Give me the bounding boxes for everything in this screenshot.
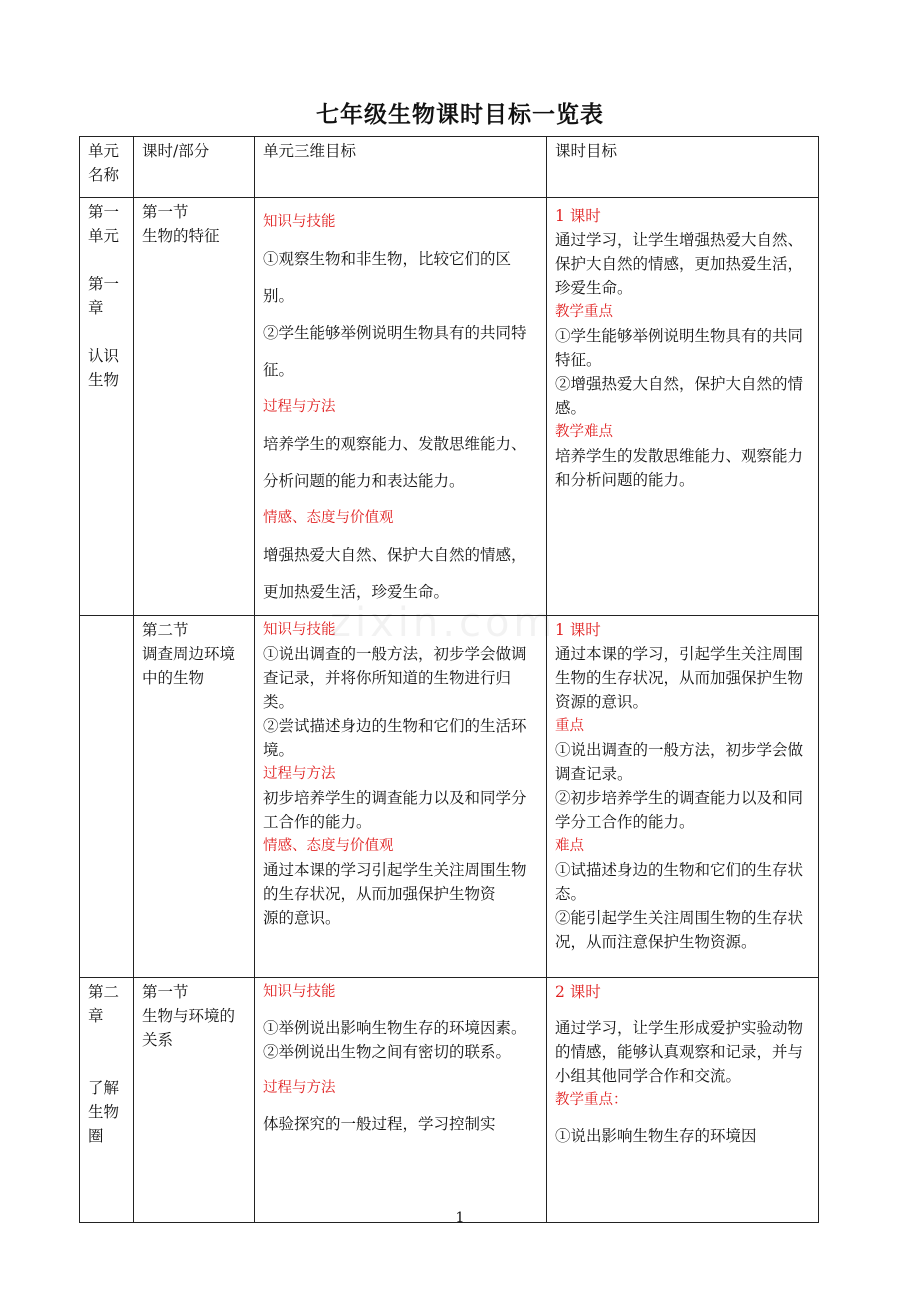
section-cell (134, 616, 255, 978)
table-row (80, 616, 819, 978)
goal-heading: 过程与方法 (263, 1080, 336, 1096)
goal-heading: 教学重点 (555, 304, 613, 320)
goal-text: ②学生能够举例说明生物具有的共同特征。 (263, 324, 527, 379)
unit-goals-cell (255, 198, 547, 616)
goal-text: 通过学习，让学生增强热爱大自然、保护大自然的情感，更加热爱生活，珍爱生命。 (555, 231, 804, 297)
unit-label-line: 生物 (88, 371, 120, 389)
unit-label-line (88, 1052, 126, 1076)
goal-heading: 过程与方法 (263, 399, 336, 415)
header-unit-goals: 单元三维目标 (255, 137, 547, 198)
table-header-row (80, 137, 819, 198)
unit-label-line (88, 248, 126, 272)
goal-heading: 知识与技能 (263, 622, 336, 638)
unit-label-line: 圈 (88, 1127, 104, 1145)
section-number: 第一节 (142, 983, 189, 1001)
goal-text: ②能引起学生关注周围生物的生存状况，从而注意保护生物资源。 (555, 909, 804, 951)
goal-text: ①说出调查的一般方法，初步学会做调查记录，并将你所知道的生物进行归类。 (263, 645, 527, 711)
goal-text: ①学生能够举例说明生物具有的共同特征。 (555, 327, 804, 369)
section-title: 生物的特征 (142, 227, 220, 245)
unit-label-line: 章 (88, 1007, 104, 1025)
goal-text: 初步培养学生的调查能力以及和同学分工合作的能力。 (263, 789, 527, 831)
goal-text: 体验探究的一般过程，学习控制实 (263, 1115, 496, 1133)
section-number: 第一节 (142, 203, 189, 221)
goal-heading: 情感、态度与价值观 (263, 838, 394, 854)
goal-heading: 过程与方法 (263, 766, 336, 782)
goal-text: 培养学生的观察能力、发散思维能力、分析问题的能力和表达能力。 (263, 435, 527, 490)
lesson-goals-cell (547, 616, 819, 978)
goal-text: ②举例说出生物之间有密切的联系。 (263, 1043, 512, 1061)
goal-text: 通过本课的学习引起学生关注周围生物的生存状况，从而加强保护生物资 (263, 861, 527, 903)
lesson-goals-cell (547, 198, 819, 616)
goal-heading: 知识与技能 (263, 214, 336, 230)
unit-label-line: 认识 (88, 347, 120, 365)
header-unit-name: 单元 名称 (80, 137, 134, 198)
goal-text: ①试描述身边的生物和它们的生存状态。 (555, 861, 804, 903)
table-row (80, 978, 819, 1223)
goal-text: ①举例说出影响生物生存的环境因素。 (263, 1019, 527, 1037)
lesson-count-label: 1 课时 (555, 207, 601, 225)
goal-text: ②初步培养学生的调查能力以及和同学分工合作的能力。 (555, 789, 804, 831)
header-lesson-goals: 课时目标 (547, 137, 819, 198)
header-lesson-part: 课时/部分 (134, 137, 255, 198)
goal-heading: 难点 (555, 838, 584, 854)
goal-text: ①说出影响生物生存的环境因 (555, 1127, 757, 1145)
unit-label-line: 单元 (88, 227, 120, 245)
spacer (555, 1112, 811, 1124)
spacer (555, 1004, 811, 1016)
goal-heading: 教学难点 (555, 424, 613, 440)
unit-goals-cell (255, 978, 547, 1223)
section-cell (134, 978, 255, 1223)
goals-table (79, 136, 819, 1223)
spacer (263, 1064, 539, 1076)
spacer (263, 1004, 539, 1016)
unit-label-line: 章 (88, 299, 104, 317)
section-number: 第二节 (142, 621, 189, 639)
unit-cell (80, 616, 134, 978)
goal-text: 源的意识。 (263, 909, 341, 927)
unit-cell (80, 978, 134, 1223)
unit-label-line: 生物 (88, 1103, 120, 1121)
unit-label-line (88, 1028, 126, 1052)
section-title: 生物与环境的关系 (142, 1007, 236, 1049)
goal-text: ②尝试描述身边的生物和它们的生活环境。 (263, 717, 527, 759)
goal-text: ①观察生物和非生物，比较它们的区别。 (263, 250, 512, 305)
page-title: 七年级生物课时目标一览表 (316, 101, 604, 128)
goal-text: 通过本课的学习，引起学生关注周围生物的生存状况，从而加强保护生物资源的意识。 (555, 645, 804, 711)
goal-text: 通过学习，让学生形成爱护实验动物的情感，能够认真观察和记录，并与小组其他同学合作和交流。 (555, 1019, 804, 1085)
unit-label-line: 第一 (88, 203, 120, 221)
unit-goals-cell (255, 616, 547, 978)
unit-label-line: 了解 (88, 1079, 120, 1097)
goal-text: ②增强热爱大自然，保护大自然的情感。 (555, 375, 804, 417)
section-title: 调查周边环境中的生物 (142, 645, 236, 687)
goal-text: ①说出调查的一般方法，初步学会做调查记录。 (555, 741, 804, 783)
lesson-count-label: 2 课时 (555, 983, 601, 1001)
unit-label-line: 第二 (88, 983, 120, 1001)
watermark: zixin.com (330, 600, 557, 646)
spacer (263, 1100, 539, 1112)
lesson-goals-cell (547, 978, 819, 1223)
unit-label-line: 第一 (88, 275, 120, 293)
lesson-count-label: 1 课时 (555, 621, 601, 639)
section-cell (134, 198, 255, 616)
page-number: 1 (455, 1210, 465, 1226)
table-row (80, 198, 819, 616)
unit-cell (80, 198, 134, 616)
goal-text: 增强热爱大自然、保护大自然的情感，更加热爱生活，珍爱生命。 (263, 546, 527, 601)
goal-heading: 知识与技能 (263, 984, 336, 1000)
goal-heading: 教学重点： (555, 1092, 628, 1108)
unit-label-line (88, 320, 126, 344)
goal-heading: 情感、态度与价值观 (263, 510, 394, 526)
goal-heading: 重点 (555, 718, 584, 734)
goal-text: 培养学生的发散思维能力、观察能力和分析问题的能力。 (555, 447, 804, 489)
